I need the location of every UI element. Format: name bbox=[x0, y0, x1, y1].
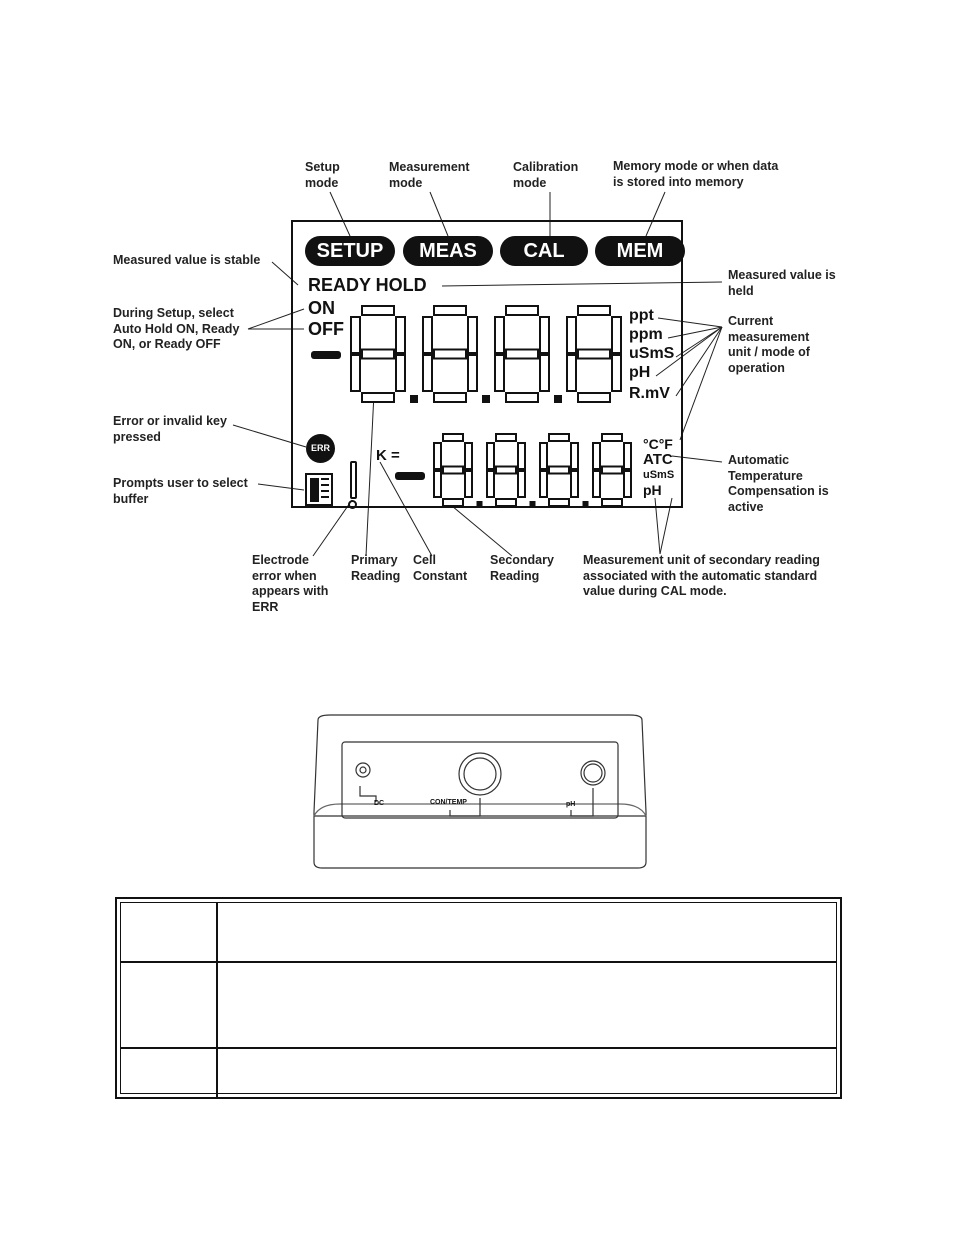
lcd-segment-inner bbox=[488, 472, 493, 496]
lcd-segment-inner bbox=[435, 307, 465, 314]
lcd-segment-inner bbox=[496, 356, 503, 390]
secondary-unit-label: Measurement unit of secondary reading associated with the automatic standard value during CAL mode. bbox=[583, 553, 820, 598]
mem-indicator: MEM bbox=[595, 236, 685, 266]
ready-hold-indicator: READY HOLD bbox=[308, 275, 427, 295]
electrode-error-label: Electrode error when appears with ERR bbox=[252, 553, 329, 614]
setup-mode-label: Setup mode bbox=[305, 160, 340, 190]
lcd-segment-inner bbox=[579, 394, 609, 401]
lcd-segment-inner bbox=[424, 318, 431, 352]
contemp-port-label: CON/TEMP bbox=[430, 799, 467, 806]
lcd-segment-inner bbox=[497, 500, 515, 505]
lcd-segment-inner bbox=[397, 356, 404, 390]
table-row bbox=[121, 903, 836, 963]
electrode-bulb-icon bbox=[348, 500, 357, 509]
lcd-segment-inner bbox=[541, 444, 546, 468]
buffer-label: Prompts user to select buffer bbox=[113, 476, 248, 506]
lcd-decimal-point bbox=[482, 395, 490, 403]
buffer-icon bbox=[305, 473, 333, 506]
lcd-segment-inner bbox=[519, 472, 524, 496]
memory-mode-label: Memory mode or when data is stored into memory bbox=[613, 159, 779, 189]
ph-port-label: pH bbox=[566, 801, 576, 808]
table-cell bbox=[218, 903, 836, 961]
table-row bbox=[121, 1049, 836, 1097]
lcd-segment-inner bbox=[572, 472, 577, 496]
unit-ph: pH bbox=[629, 364, 651, 381]
secondary-reading-label: Secondary Reading bbox=[490, 553, 554, 583]
atc-indicator: ATC bbox=[643, 451, 673, 468]
lcd-segment-inner bbox=[444, 468, 462, 473]
secondary-minus-sign bbox=[395, 472, 425, 480]
setup-indicator: SETUP bbox=[305, 236, 395, 266]
current-unit-label: Current measurement unit / mode of operation bbox=[728, 314, 810, 375]
unit-ppm: ppm bbox=[629, 326, 663, 343]
lcd-segment-inner bbox=[435, 394, 465, 401]
meas-indicator: MEAS bbox=[403, 236, 493, 266]
k-label: K = bbox=[376, 447, 400, 464]
primary-reading-label: Primary Reading bbox=[351, 553, 401, 583]
lcd-segment-inner bbox=[541, 472, 546, 496]
lcd-segment-inner bbox=[363, 307, 393, 314]
secondary-digits bbox=[433, 433, 633, 509]
dc-port-label: DC bbox=[374, 800, 385, 807]
lcd-segment-inner bbox=[444, 500, 462, 505]
lcd-decimal-point bbox=[410, 395, 418, 403]
unit-rmv: R.mV bbox=[629, 385, 670, 402]
electrode-icon bbox=[350, 461, 357, 499]
lcd-segment-inner bbox=[579, 351, 609, 358]
table-cell bbox=[121, 963, 218, 1047]
lcd-segment-inner bbox=[363, 351, 393, 358]
lcd-segment-inner bbox=[550, 468, 568, 473]
info-table bbox=[115, 897, 842, 1099]
lcd-segment-inner bbox=[572, 444, 577, 468]
lcd-segment-inner bbox=[568, 356, 575, 390]
calibration-mode-label: Calibration mode bbox=[513, 160, 579, 190]
lcd-segment-inner bbox=[444, 435, 462, 440]
lcd-segment-inner bbox=[497, 468, 515, 473]
lcd-segment-inner bbox=[507, 307, 537, 314]
lcd-decimal-point bbox=[583, 501, 589, 507]
lcd-decimal-point bbox=[554, 395, 562, 403]
cal-indicator: CAL bbox=[500, 236, 588, 266]
lcd-segment-inner bbox=[603, 468, 621, 473]
lcd-segment-inner bbox=[507, 394, 537, 401]
lcd-segment-inner bbox=[497, 435, 515, 440]
error-label: Error or invalid key pressed bbox=[113, 414, 227, 444]
lcd-segment-inner bbox=[488, 444, 493, 468]
lcd-segment-inner bbox=[397, 318, 404, 352]
lcd-segment-inner bbox=[469, 356, 476, 390]
lcd-segment-inner bbox=[550, 435, 568, 440]
on-indicator: ON bbox=[308, 298, 335, 318]
lcd-segment-inner bbox=[507, 351, 537, 358]
lcd-segment-inner bbox=[568, 318, 575, 352]
cell-constant-label: Cell Constant bbox=[413, 553, 468, 583]
secondary-unit-usms: uSmS bbox=[643, 469, 675, 481]
lcd-segment-inner bbox=[519, 444, 524, 468]
lcd-segment-inner bbox=[496, 318, 503, 352]
lcd-segment-inner bbox=[466, 444, 471, 468]
secondary-unit-ph: pH bbox=[643, 482, 662, 498]
lcd-segment-inner bbox=[469, 318, 476, 352]
lcd-segment-inner bbox=[352, 318, 359, 352]
table-cell bbox=[218, 1049, 836, 1097]
lcd-segment-inner bbox=[613, 356, 620, 390]
lcd-segment-inner bbox=[352, 356, 359, 390]
stable-label: Measured value is stable bbox=[113, 253, 261, 267]
lcd-segment-inner bbox=[613, 318, 620, 352]
unit-usms: uSmS bbox=[629, 345, 675, 362]
lcd-segment-inner bbox=[594, 472, 599, 496]
err-icon: ERR bbox=[306, 434, 335, 463]
lcd-decimal-point bbox=[530, 501, 536, 507]
unit-ppt: ppt bbox=[629, 307, 654, 324]
lcd-segment-inner bbox=[625, 472, 630, 496]
lcd-segment-inner bbox=[424, 356, 431, 390]
lcd-segment-inner bbox=[466, 472, 471, 496]
table-cell bbox=[121, 1049, 218, 1097]
atc-label: Automatic Temperature Compensation is active bbox=[728, 453, 829, 514]
setup-select-label: During Setup, select Auto Hold ON, Ready ON, or Ready OFF bbox=[113, 306, 240, 351]
lcd-segment-inner bbox=[550, 500, 568, 505]
lcd-segment-inner bbox=[603, 435, 621, 440]
lcd-segment-inner bbox=[603, 500, 621, 505]
meter-connector-panel bbox=[300, 712, 660, 872]
table-row bbox=[121, 963, 836, 1049]
lcd-segment-inner bbox=[625, 444, 630, 468]
lcd-segment-inner bbox=[594, 444, 599, 468]
lcd-segment-inner bbox=[363, 394, 393, 401]
lcd-decimal-point bbox=[477, 501, 483, 507]
measurement-mode-label: Measurement mode bbox=[389, 160, 470, 190]
lcd-segment-inner bbox=[435, 444, 440, 468]
held-label: Measured value is held bbox=[728, 268, 836, 298]
primary-digits bbox=[350, 305, 622, 405]
primary-minus-sign bbox=[311, 351, 341, 359]
temp-unit: °C°F bbox=[643, 436, 673, 452]
lcd-segment-inner bbox=[541, 356, 548, 390]
lcd-segment-inner bbox=[435, 351, 465, 358]
lcd-segment-inner bbox=[541, 318, 548, 352]
lcd-segment-inner bbox=[579, 307, 609, 314]
lcd-segment-inner bbox=[435, 472, 440, 496]
off-indicator: OFF bbox=[308, 319, 344, 339]
table-cell bbox=[121, 903, 218, 961]
table-cell bbox=[218, 963, 836, 1047]
